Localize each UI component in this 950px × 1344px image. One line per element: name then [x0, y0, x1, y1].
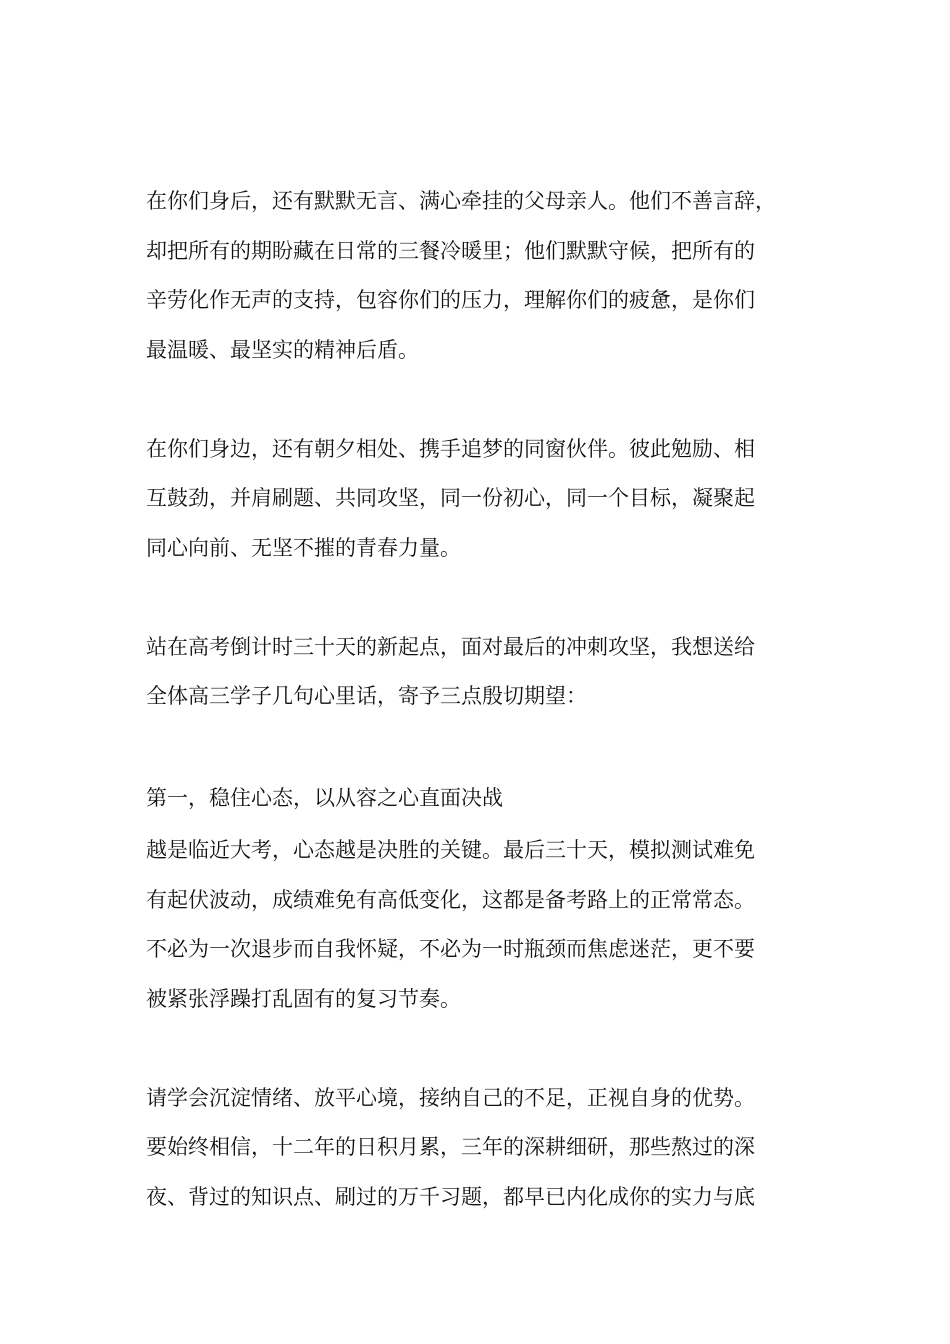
paragraph-line: 要始终相信，十二年的日积月累，三年的深耕细研，那些熬过的深	[146, 1135, 755, 1159]
paragraph-line: 互鼓劲，并肩刷题、共同攻坚，同一份初心，同一个目标，凝聚起	[146, 486, 755, 510]
paragraph-line: 在你们身边，还有朝夕相处、携手追梦的同窗伙伴。彼此勉励、相	[146, 436, 755, 461]
paragraph-line: 辛劳化作无声的支持，包容你们的压力，理解你们的疲惫，是你们	[146, 288, 755, 312]
paragraph-emotions	[146, 1074, 836, 1223]
paragraph-parents	[146, 177, 836, 375]
paragraph-line: 有起伏波动，成绩难免有高低变化，这都是备考路上的正常常态。	[146, 887, 755, 912]
paragraph-line: 站在高考倒计时三十天的新起点，面对最后的冲刺攻坚，我想送给	[146, 634, 755, 659]
paragraph-line: 夜、背过的知识点、刷过的万千习题，都早已内化成你的实力与底	[146, 1184, 755, 1209]
section-heading: 第一，稳住心态，以从容之心直面决战	[146, 786, 503, 810]
paragraph-line: 越是临近大考，心态越是决胜的关键。最后三十天，模拟测试难免	[146, 838, 755, 862]
paragraph-classmates	[146, 425, 836, 574]
paragraph-line: 被紧张浮躁打乱固有的复习节奏。	[146, 986, 461, 1011]
paragraph-line: 最温暖、最坚实的精神后盾。	[146, 337, 419, 362]
paragraph-expectations-intro	[146, 623, 836, 722]
paragraph-line: 请学会沉淀情绪、放平心境，接纳自己的不足，正视自身的优势。	[146, 1085, 755, 1110]
paragraph-line: 却把所有的期盼藏在日常的三餐冷暖里；他们默默守候，把所有的	[146, 238, 755, 263]
paragraph-line: 不必为一次退步而自我怀疑，不必为一时瓶颈而焦虑迷茫，更不要	[146, 937, 755, 961]
paragraph-line: 在你们身后，还有默默无言、满心牵挂的父母亲人。他们不善言辞，	[146, 189, 776, 213]
document-body	[146, 177, 836, 1272]
paragraph-line: 同心向前、无坚不摧的青春力量。	[146, 535, 461, 560]
paragraph-mindset	[146, 826, 836, 1024]
paragraph-line: 全体高三学子几句心里话，寄予三点殷切期望：	[146, 684, 587, 708]
